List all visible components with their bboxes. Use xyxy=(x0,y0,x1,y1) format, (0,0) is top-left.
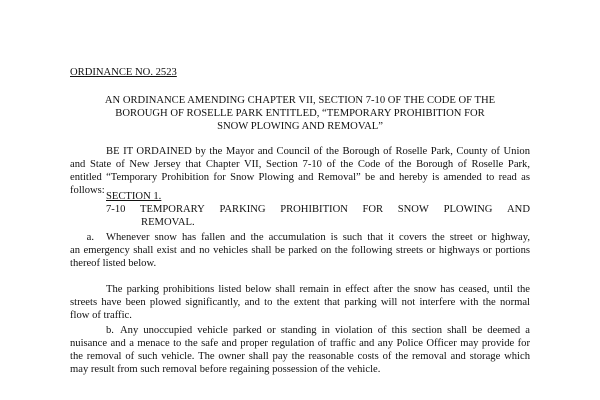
paragraph-line: Any unoccupied vehicle parked or standing in violation of this section shall be deemed a xyxy=(120,325,530,336)
paragraph-line: streets have been plowed significantly, and to the extent that parking will not interfere with the normal xyxy=(70,296,530,308)
heading-word: SNOW xyxy=(397,204,429,215)
paragraph-line: The parking prohibitions listed below shall remain in effect after the snow has ceased, until the xyxy=(106,284,530,295)
paragraph-line: thereof listed below. xyxy=(70,257,157,269)
section-heading: SECTION 1. xyxy=(106,191,162,202)
heading-word: AND xyxy=(507,204,530,215)
paragraph-lift xyxy=(70,284,530,323)
paragraph-line: may result from such removal before regaining possession of the vehicle. xyxy=(70,363,381,375)
paragraph-line: nuisance and a menace to the safe and proper regulation of traffic and any Police Officer may provide for xyxy=(70,337,530,349)
heading-word: TEMPORARY xyxy=(140,204,205,215)
paragraph-a-first-line xyxy=(70,232,530,245)
ordinance-number: ORDINANCE NO. 2523 xyxy=(70,67,177,78)
clause-line: BE IT ORDAINED by the Mayor and Council of the Borough of Roselle Park, County of Union xyxy=(106,146,530,157)
clause-line: entitled “Temporary Prohibition for Snow Plowing and Removal” be and hereby is amended to read as xyxy=(70,171,530,183)
paragraph-b-marker: b. xyxy=(106,325,114,336)
subsection-heading-line xyxy=(106,204,530,217)
clause-line: and State of New Jersey that Chapter VII, Section 7-10 of the Code of the Borough of Roselle Park, xyxy=(70,158,530,170)
paragraph-b-first-line xyxy=(70,325,530,338)
ordinance-title xyxy=(70,95,530,134)
subsection-number: 7-10 xyxy=(106,204,126,215)
paragraph-line: the removal of such vehicle. The owner shall pay the reasonable costs of the removal and storage which xyxy=(70,350,530,362)
clause-line: follows: xyxy=(70,184,105,196)
paragraph-line: flow of traffic. xyxy=(70,309,132,321)
subsection-heading xyxy=(106,204,530,230)
heading-word: PLOWING xyxy=(443,204,493,215)
paragraph-line: Whenever snow has fallen and the accumulation is such that it covers the street or highway, xyxy=(106,232,530,243)
enacting-clause xyxy=(70,146,530,198)
heading-word: FOR xyxy=(362,204,384,215)
title-line: SNOW PLOWING AND REMOVAL” xyxy=(217,120,383,132)
paragraph-b xyxy=(70,325,530,377)
title-line: AN ORDINANCE AMENDING CHAPTER VII, SECTION 7-10 OF THE CODE OF THE xyxy=(104,95,496,106)
subsection-heading-continuation: REMOVAL. xyxy=(141,216,195,228)
paragraph-line: an emergency shall exist and no vehicles shall be parked on the following streets or highways or portions xyxy=(70,244,530,256)
paragraph-a-marker: a. xyxy=(86,232,94,243)
title-line: BOROUGH OF ROSELLE PARK ENTITLED, “TEMPORARY PROHIBITION FOR xyxy=(115,107,485,119)
paragraph-a xyxy=(70,232,530,271)
heading-word: PARKING xyxy=(219,204,266,215)
heading-word: PROHIBITION xyxy=(280,204,348,215)
